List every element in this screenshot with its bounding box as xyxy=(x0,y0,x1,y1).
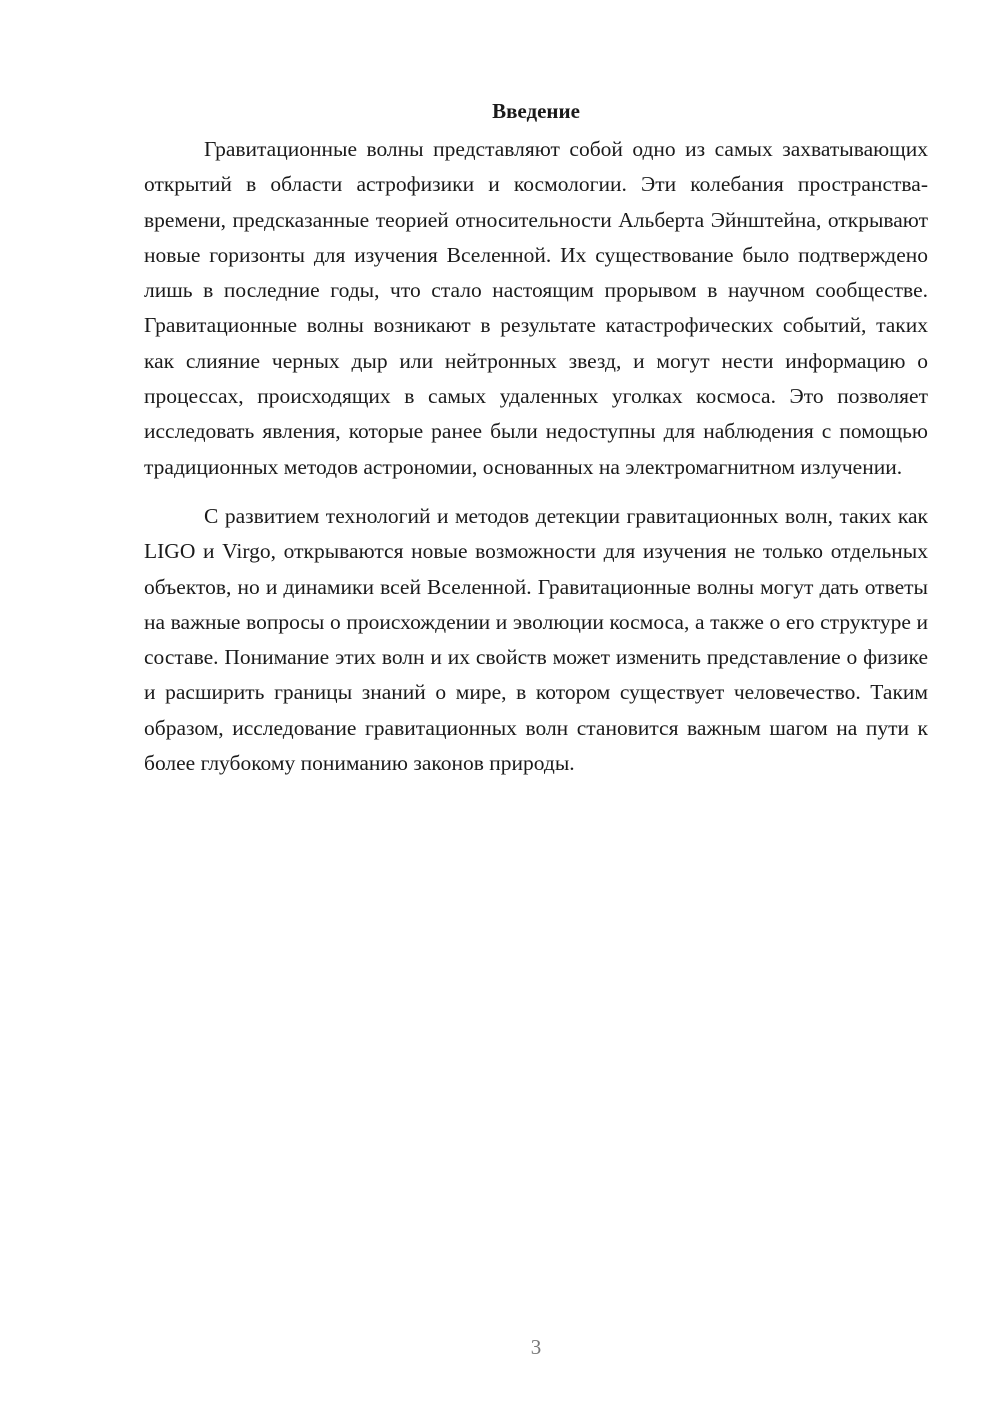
section-title: Введение xyxy=(492,99,580,123)
paragraph-1: Гравитационные волны представляют собой одно из самых захватывающих открытий в области астрофизики и космологии. Эти колебания пространства-времени, предсказанные теорией относительности Альберта Эйнштейна, открывают новые горизонты для изучения Вселенной. Их существование было подтверждено лишь в последние годы, что стало настоящим прорывом в научном сообществе. Гравитационные волны возникают в результате катастрофических событий, таких как слияние черных дыр или нейтронных звезд, и могут нести информацию о процессах, происходящих в самых удаленных уголках космоса. Это позволяет исследовать явления, которые ранее были недоступны для наблюдения с помощью традиционных методов астрономии, основанных на электромагнитном излучении. xyxy=(144,137,928,479)
page-content xyxy=(144,96,928,781)
paragraph-2: С развитием технологий и методов детекции гравитационных волн, таких как LIGO и Virgo, открываются новые возможности для изучения не только отдельных объектов, но и динамики всей Вселенной. Гравитационные волны могут дать ответы на важные вопросы о происхождении и эволюции космоса, а также о его структуре и составе. Понимание этих волн и их свойств может изменить представление о физике и расширить границы знаний о мире, в котором существует человечество. Таким образом, исследование гравитационных волн становится важным шагом на пути к более глубокому пониманию законов природы. xyxy=(144,503,928,776)
page-number: 3 xyxy=(530,1335,542,1359)
